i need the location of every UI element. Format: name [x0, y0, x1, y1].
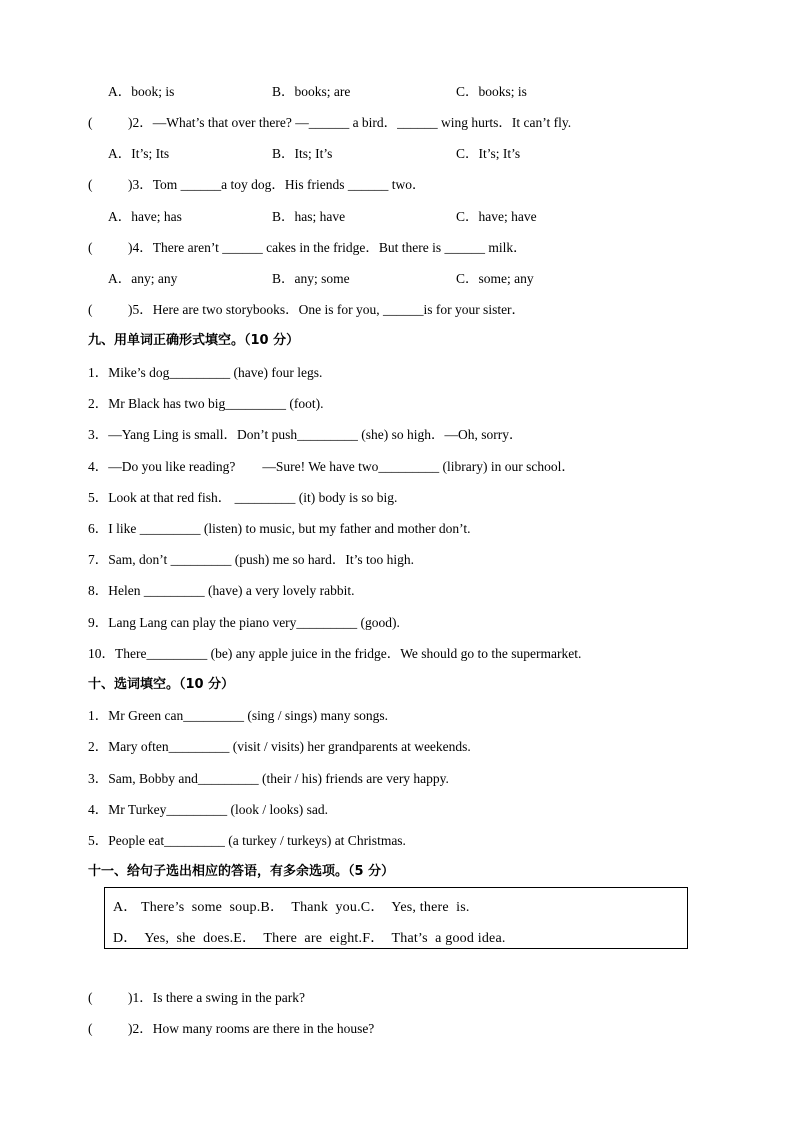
option-b: B．any; some [272, 271, 350, 286]
answer-paren[interactable]: ( [88, 1021, 93, 1036]
choose-item: 4．Mr Turkey_________ (look / looks) sad. [88, 802, 329, 817]
question-text: )5．Here are two storybooks．One is for you, ______is for your sister． [128, 302, 526, 317]
choose-item: 3．Sam, Bobby and_________ (their / his) friends are very happy. [88, 771, 449, 786]
fill-item: 5．Look at that red fish． _________ (it) body is so big. [88, 490, 398, 505]
question-2 [88, 114, 571, 132]
match-question-1 [88, 989, 305, 1007]
section-9-heading: 九、用单词正确形式填空。（10 分） [88, 333, 300, 348]
option-b: B．has; have [272, 209, 346, 224]
match-question-2 [88, 1020, 374, 1038]
section-11-heading: 十一、给句子选出相应的答语，有多余选项。（5 分） [88, 864, 395, 879]
choose-item: 1．Mr Green can_________ (sing / sings) many songs. [88, 708, 388, 723]
option-a: A．It’s; Its [108, 146, 170, 161]
fill-item: 4．—Do you like reading? —Sure! We have two_________ (library) in our school． [88, 459, 575, 474]
answer-paren[interactable]: ( [88, 115, 93, 130]
option-a: A．any; any [108, 271, 178, 286]
option-c: C．have; have [456, 209, 537, 224]
fill-item: 3．—Yang Ling is small．Don’t push_________ (she) so high．—Oh, sorry． [88, 427, 523, 442]
option-a: A．have; has [108, 209, 182, 224]
option-b: B．books; are [272, 84, 351, 99]
option-c: C．It’s; It’s [456, 146, 521, 161]
fill-item: 6．I like _________ (listen) to music, but my father and mother don’t. [88, 521, 471, 536]
fill-item: 1．Mike’s dog_________ (have) four legs. [88, 365, 323, 380]
question-text: )1．Is there a swing in the park? [128, 990, 305, 1005]
fill-item: 8．Helen _________ (have) a very lovely rabbit. [88, 583, 355, 598]
answer-paren[interactable]: ( [88, 990, 93, 1005]
answer-options-row: A． There’s some soup.B． Thank you.C． Yes, there is. [113, 900, 470, 915]
answer-options-box [104, 887, 688, 949]
answer-paren[interactable]: ( [88, 240, 93, 255]
question-text: )4．There aren’t ______ cakes in the fridge．But there is ______ milk． [128, 240, 527, 255]
answer-options-row: D． Yes, she does.E． There are eight.F． That’s a good idea. [113, 931, 506, 946]
answer-paren[interactable]: ( [88, 177, 93, 192]
choose-item: 2．Mary often_________ (visit / visits) her grandparents at weekends. [88, 739, 471, 754]
choose-item: 5．People eat_________ (a turkey / turkeys) at Christmas. [88, 833, 406, 848]
answer-paren[interactable]: ( [88, 302, 93, 317]
option-c: C．some; any [456, 271, 534, 286]
question-5 [88, 301, 525, 319]
question-3 [88, 176, 426, 194]
section-10-heading: 十、选词填空。（10 分） [88, 677, 235, 692]
question-text: )3．Tom ______a toy dog．His friends ______ two． [128, 177, 426, 192]
question-text: )2．—What’s that over there? —______ a bird．______ wing hurts．It can’t fly. [128, 115, 572, 130]
option-b: B．Its; It’s [272, 146, 333, 161]
question-4 [88, 239, 527, 257]
fill-item: 7．Sam, don’t _________ (push) me so hard．It’s too high. [88, 552, 414, 567]
fill-item: 10．There_________ (be) any apple juice in the fridge．We should go to the supermarket. [88, 646, 582, 661]
question-text: )2．How many rooms are there in the house? [128, 1021, 375, 1036]
fill-item: 2．Mr Black has two big_________ (foot). [88, 396, 324, 411]
fill-item: 9．Lang Lang can play the piano very_________ (good). [88, 615, 400, 630]
option-c: C．books; is [456, 84, 527, 99]
option-a: A．book; is [108, 84, 175, 99]
